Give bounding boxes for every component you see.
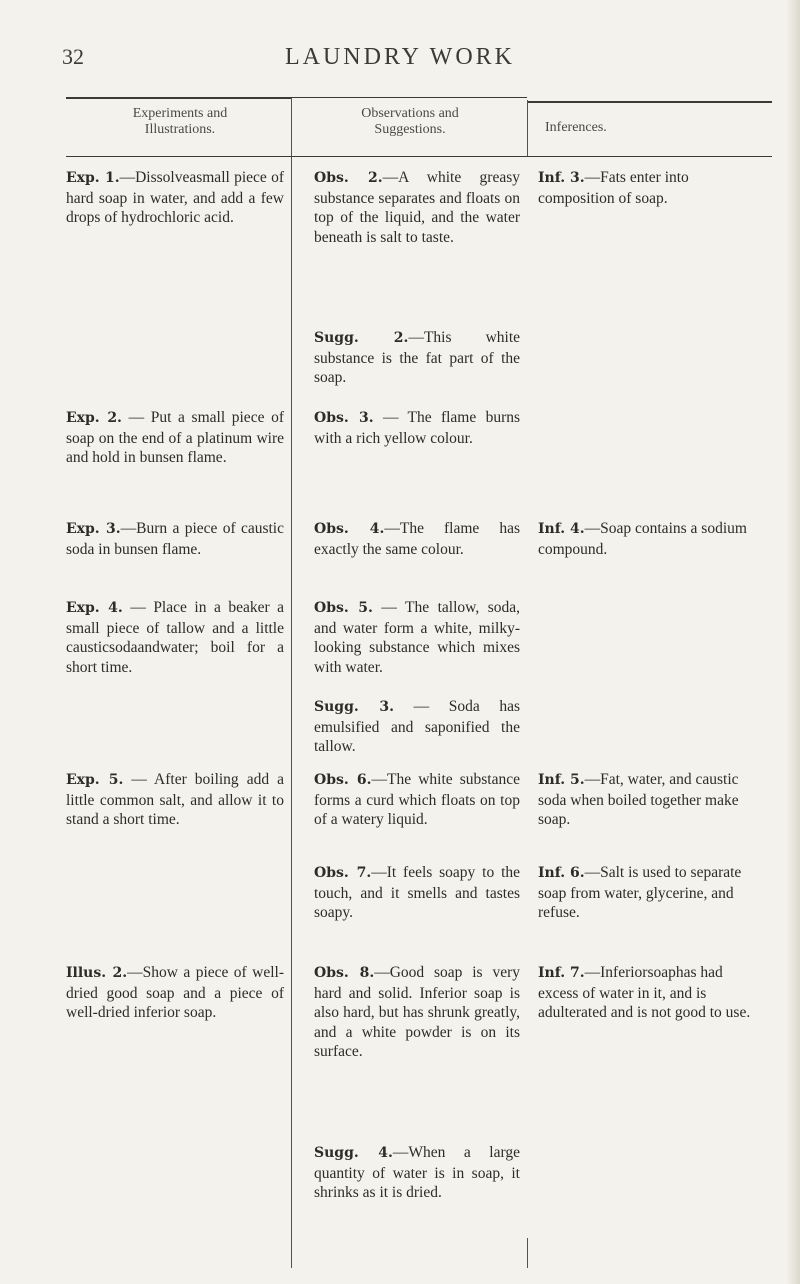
experiment-entry [66, 770, 284, 830]
entry-tag: Inf. 3. [538, 170, 585, 186]
entry-text: —The flame has exactly the same colour. [314, 520, 520, 558]
header-bottom-rule [66, 156, 772, 157]
table-top-rule [66, 97, 291, 99]
inference-entry [538, 519, 766, 559]
page-edge-shadow [786, 0, 800, 1284]
entry-tag: Obs. 6. [314, 772, 372, 788]
entry-text: —The white substance forms a curd which floats on top of a watery liquid. [314, 771, 521, 828]
experiment-entry [66, 519, 284, 559]
column-header-line: Inferences. [545, 120, 607, 135]
column-divider [527, 1238, 528, 1268]
entry-text: —Inferiorsoaphas had excess of water in it, and is adulterated and is not good to use. [538, 964, 751, 1021]
observation-entry [314, 168, 520, 247]
entry-text: —Fat, water, and caustic soda when boiled together make soap. [538, 771, 739, 828]
column-divider [527, 100, 528, 156]
column-header-line: Observations and [361, 106, 459, 121]
entry-text: — Soda has emulsified and saponified the tallow. [314, 698, 520, 755]
inference-entry [538, 168, 766, 208]
entry-text: —Dissolveasmall piece of hard soap in water, and add a few drops of hydrochloric acid. [66, 169, 284, 226]
column-header-inferences [545, 120, 645, 136]
observation-entry [314, 408, 520, 448]
experiment-entry [66, 168, 284, 228]
entry-text: —Good soap is very hard and solid. Inferior soap is also hard, but has shrunk greatly, and a white powder is on its surface. [314, 964, 520, 1060]
entry-text: —This white substance is the fat part of the soap. [314, 329, 521, 386]
inference-entry [538, 963, 766, 1023]
observation-entry [314, 519, 520, 559]
entry-text: —Salt is used to separate soap from water, glycerine, and refuse. [538, 864, 742, 921]
entry-tag: Obs. 4. [314, 521, 385, 537]
entry-tag: Exp. 3. [66, 521, 121, 537]
observation-entry [314, 963, 520, 1062]
suggestion-entry [314, 328, 520, 388]
suggestion-entry [314, 697, 520, 757]
suggestion-entry [314, 1143, 520, 1203]
entry-tag: Exp. 5. [66, 772, 124, 788]
experiment-entry [66, 598, 284, 677]
table-top-rule [527, 101, 772, 103]
entry-text: — After boiling add a little common salt, and allow it to stand a short time. [66, 771, 284, 828]
entry-text: — The tallow, soda, and water form a white, milky-looking substance which mixes with water. [314, 599, 520, 676]
column-header-line: Suggestions. [374, 122, 446, 137]
inference-entry [538, 770, 766, 830]
entry-text: —Soap contains a sodium compound. [538, 520, 747, 558]
entry-tag: Sugg. 4. [314, 1145, 393, 1161]
entry-tag: Obs. 5. [314, 600, 373, 616]
observation-entry [314, 770, 520, 830]
running-title: LAUNDRY WORK [284, 44, 515, 70]
inference-entry [538, 863, 766, 923]
entry-tag: Obs. 3. [314, 410, 374, 426]
entry-text: —Fats enter into composition of soap. [538, 169, 689, 207]
entry-text: —Show a piece of well-dried good soap and a piece of well-dried inferior soap. [66, 964, 284, 1021]
entry-tag: Obs. 7. [314, 865, 372, 881]
entry-tag: Inf. 6. [538, 865, 585, 881]
entry-text: — Put a small piece of soap on the end of a platinum wire and hold in bunsen flame. [66, 409, 284, 466]
entry-text: —Burn a piece of caustic soda in bunsen flame. [66, 520, 284, 558]
column-header-line: Experiments and [132, 106, 228, 121]
illustration-entry [66, 963, 284, 1023]
entry-tag: Exp. 2. [66, 410, 122, 426]
entry-text: — Place in a beaker a small piece of tallow and a little causticsodaandwater; boil for a short time. [66, 599, 285, 676]
column-header-observations [300, 106, 520, 138]
table-top-rule [291, 97, 527, 98]
page-number: 32 [62, 44, 84, 69]
entry-tag: Exp. 1. [66, 170, 120, 186]
entry-text: — The flame burns with a rich yellow colour. [314, 409, 521, 447]
entry-text: —A white greasy substance separates and floats on top of the liquid, and the water beneath is salt to taste. [314, 169, 521, 246]
observation-entry [314, 598, 520, 677]
observation-entry [314, 863, 520, 923]
entry-tag: Inf. 7. [538, 965, 585, 981]
entry-tag: Obs. 8. [314, 965, 375, 981]
entry-text: —When a large quantity of water is in soap, it shrinks as it is dried. [314, 1144, 520, 1201]
entry-tag: Exp. 4. [66, 600, 123, 616]
entry-tag: Sugg. 2. [314, 330, 409, 346]
experiment-entry [66, 408, 284, 468]
column-divider [291, 98, 292, 1268]
entry-tag: Illus. 2. [66, 965, 128, 981]
entry-tag: Sugg. 3. [314, 699, 394, 715]
column-header-line: Illustrations. [144, 122, 216, 137]
entry-text: —It feels soapy to the touch, and it smells and tastes soapy. [314, 864, 521, 921]
entry-tag: Obs. 2. [314, 170, 383, 186]
entry-tag: Inf. 5. [538, 772, 585, 788]
entry-tag: Inf. 4. [538, 521, 585, 537]
column-header-experiments [80, 106, 280, 138]
